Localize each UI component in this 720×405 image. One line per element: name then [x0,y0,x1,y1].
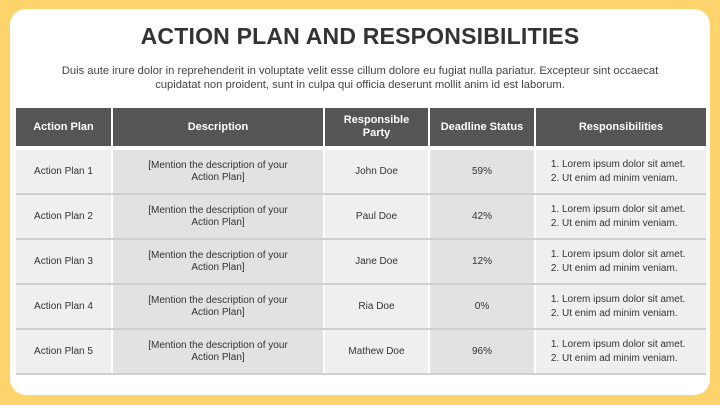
table-row [16,194,706,239]
list-item: 2. Ut enim ad minim veniam. [562,308,702,320]
cell-responsible-party: John Doe [324,148,429,194]
cell-action-plan: Action Plan 3 [16,239,112,284]
header-responsible-party: Responsible Party [324,108,429,148]
table-row [16,148,706,194]
list-item: 1. Lorem ipsum dolor sit amet. [562,339,702,351]
header-description: Description [112,108,324,148]
cell-deadline-status: 12% [429,239,535,284]
header-responsibilities: Responsibilities [535,108,706,148]
cell-responsibilities [535,284,706,329]
cell-deadline-status: 96% [429,329,535,374]
list-item: 1. Lorem ipsum dolor sit amet. [562,159,702,171]
list-item: 2. Ut enim ad minim veniam. [562,353,702,365]
cell-responsible-party: Paul Doe [324,194,429,239]
cell-description: [Mention the description of your Action Plan] [112,329,324,374]
cell-responsibilities [535,239,706,284]
cell-responsibilities [535,148,706,194]
cell-action-plan: Action Plan 4 [16,284,112,329]
responsibilities-list [540,249,702,275]
table-row [16,284,706,329]
action-plan-table [16,108,706,375]
responsibilities-list [540,204,702,230]
cell-action-plan: Action Plan 5 [16,329,112,374]
slide-card [10,9,710,395]
page-title: ACTION PLAN AND RESPONSIBILITIES [140,23,580,49]
cell-deadline-status: 0% [429,284,535,329]
table-row [16,329,706,374]
cell-responsibilities [535,194,706,239]
list-item: 2. Ut enim ad minim veniam. [562,263,702,275]
cell-deadline-status: 59% [429,148,535,194]
cell-description: [Mention the description of your Action Plan] [112,284,324,329]
cell-description: [Mention the description of your Action Plan] [112,148,324,194]
cell-responsible-party: Ria Doe [324,284,429,329]
list-item: 1. Lorem ipsum dolor sit amet. [562,294,702,306]
responsibilities-list [540,339,702,365]
table-header-row [16,108,706,148]
table-row [16,239,706,284]
cell-responsibilities [535,329,706,374]
cell-deadline-status: 42% [429,194,535,239]
list-item: 2. Ut enim ad minim veniam. [562,218,702,230]
responsibilities-list [540,294,702,320]
cell-action-plan: Action Plan 1 [16,148,112,194]
subtitle: Duis aute irure dolor in reprehenderit in voluptate velit esse cillum dolore eu fugiat nulla pariatur. Excepteur sint occaecat cupidatat non proident, sunt in culpa qui officia deserunt mollit anim id est laborum. [61,65,659,91]
header-deadline-status: Deadline Status [429,108,535,148]
cell-description: [Mention the description of your Action Plan] [112,239,324,284]
cell-description: [Mention the description of your Action Plan] [112,194,324,239]
responsibilities-list [540,159,702,185]
list-item: 1. Lorem ipsum dolor sit amet. [562,249,702,261]
list-item: 2. Ut enim ad minim veniam. [562,173,702,185]
cell-responsible-party: Jane Doe [324,239,429,284]
cell-responsible-party: Mathew Doe [324,329,429,374]
header-action-plan: Action Plan [16,108,112,148]
cell-action-plan: Action Plan 2 [16,194,112,239]
list-item: 1. Lorem ipsum dolor sit amet. [562,204,702,216]
